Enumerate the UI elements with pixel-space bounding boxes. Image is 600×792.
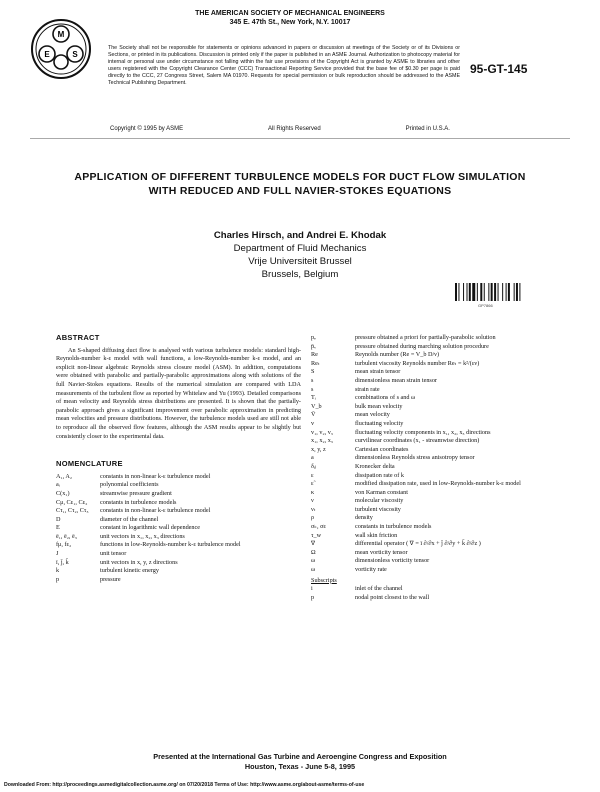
nomenclature-symbol: A₁, A₂ — [56, 472, 73, 480]
barcode-bar — [508, 283, 510, 301]
nomenclature-definition: fluctuating velocity — [355, 419, 404, 427]
nomenclature-definition: unit vectors in x₁, x₂, x₃ directions — [100, 532, 185, 540]
author-university: Vrije Universiteit Brussel — [248, 256, 352, 267]
nomenclature-definition: pressure obtained during marching solution procedure — [355, 342, 489, 350]
nomenclature-symbol: V_b — [311, 402, 322, 410]
nomenclature-definition: fluctuating velocity components in x₁, x₂, x₃ directions — [355, 428, 491, 436]
nomenclature-definition: vorticity rate — [355, 566, 387, 574]
nomenclature-definition: inlet of the channel — [355, 585, 403, 593]
nomenclature-symbol: E — [56, 524, 60, 532]
nomenclature-symbol: τ_w — [311, 531, 322, 539]
nomenclature-row — [311, 532, 561, 541]
nomenclature-symbol: Cμ, Cε₁, Cε₂ — [56, 498, 88, 506]
nomenclature-list-left — [56, 473, 301, 585]
presented-at: Presented at the International Gas Turbine and Aeroengine Congress and Exposition — [153, 752, 447, 761]
nomenclature-symbol: S — [311, 368, 315, 376]
nomenclature-row — [311, 497, 561, 506]
nomenclature-row — [56, 559, 301, 568]
nomenclature-row — [56, 490, 301, 499]
nomenclature-definition: differential operator ( ∇ = ī ∂/∂x + j̄ ∂/∂y + k̄ ∂/∂z ) — [355, 540, 481, 548]
paper-number: 95-GT-145 — [470, 62, 528, 76]
copyright-notice: The Society shall not be responsible for statements or opinions advanced in papers or discussion at meetings of the Society or of its Divisions or Sections, or printed in its publications. Discussion is printed only if the paper is published in an ASME Journal. Authorization to photocopy material for internal or personal use under circumstance not falling within the fair use provisions of the Copyright Act is granted by ASME to libraries and other users registered with the Copyright Clearance Center (CCC) Transactional Reporting Service provided that the base fee of $0.30 per page is paid directly to the CCC, 27 Congress Street, Salem MA 01970. Requests for special permission or bulk reproduction should be addressed to the ASME Technical Publishing Department. — [108, 45, 460, 86]
nomenclature-symbol: C(x₁) — [56, 489, 70, 497]
nomenclature-symbol: v — [311, 419, 315, 427]
abstract-text: An S-shaped diffusing duct flow is analysed with various turbulence models: standard high-Reynolds-number k-ε model with wall functions, a low-Reynolds-number k-ε model, and an explicit non-linear algebraic Reynolds stress closure model (ASM). In addition, computations were obtained with parabolic and partially-parabolic approximations along with solutions of the full Navier-Stokes equations. Results of the numerical simulation are compared with LDA measurements of the turbulent flow as reported by Whitelaw and Yu (1993). Detailed comparisons of mean velocity and Reynolds stress distributions are presented. It is shown that the partially-parabolic approach gives a significant improvement over parabolic approximation in predicting mean velocities and pressure distributions. However, the turbulence models used are still not able to reproduce all the observed flow features, although the ASM results appear to be slightly but consistently closer to the experimental data. — [56, 346, 301, 440]
nomenclature-definition: polynomial coefficients — [100, 481, 159, 489]
nomenclature-row — [56, 481, 301, 490]
nomenclature-definition: unit tensor — [100, 550, 127, 558]
nomenclature-symbol: ε — [311, 471, 314, 479]
barcode-bar — [480, 283, 482, 301]
nomenclature-row — [311, 394, 561, 403]
nomenclature-definition: strain rate — [355, 385, 380, 393]
nomenclature-symbol: v₁, v₂, v₃ — [311, 428, 333, 436]
barcode-bar — [488, 283, 489, 301]
nomenclature-row — [311, 334, 561, 343]
nomenclature-row — [56, 567, 301, 576]
nomenclature-row — [311, 523, 561, 532]
nomenclature-symbol: σₖ, σε — [311, 523, 326, 531]
nomenclature-symbol: p — [311, 593, 315, 601]
paper-title: APPLICATION OF DIFFERENT TURBULENCE MODELS FOR DUCT FLOW SIMULATION WITH REDUCED AND FULL NAVIER-STOKES EQUATIONS — [74, 171, 526, 197]
nomenclature-definition: turbulent viscosity — [355, 505, 401, 513]
nomenclature-symbol: p — [56, 575, 60, 583]
author-city: Brussels, Belgium — [261, 269, 339, 280]
nomenclature-symbol: Tᵢ — [311, 394, 316, 402]
abstract-heading: ABSTRACT — [56, 333, 100, 342]
nomenclature-symbol: ē₁, ē₂, ē₃ — [56, 532, 77, 540]
barcode-icon — [455, 283, 545, 303]
nomenclature-row — [311, 446, 561, 455]
nomenclature-symbol: ∇ — [311, 540, 316, 548]
nomenclature-row — [311, 585, 561, 594]
org-name: THE AMERICAN SOCIETY OF MECHANICAL ENGINEERS — [195, 10, 385, 17]
nomenclature-symbol: i — [311, 585, 313, 593]
nomenclature-row — [56, 516, 301, 525]
nomenclature-symbol: k — [56, 567, 60, 575]
nomenclature-definition: streamwise pressure gradient — [100, 489, 172, 497]
nomenclature-row — [56, 576, 301, 585]
nomenclature-row — [311, 549, 561, 558]
nomenclature-symbol: J — [56, 550, 59, 558]
nomenclature-definition: constants in turbulence models — [355, 523, 432, 531]
nomenclature-row — [311, 437, 561, 446]
nomenclature-definition: bulk mean velocity — [355, 402, 403, 410]
nomenclature-row — [311, 360, 561, 369]
conference-footer — [0, 752, 600, 772]
nomenclature-definition: density — [355, 514, 373, 522]
nomenclature-definition: pressure obtained a priori for partially-parabolic solution — [355, 334, 496, 341]
barcode-bar — [498, 283, 499, 301]
nomenclature-definition: mean strain tensor — [355, 368, 401, 376]
nomenclature-definition: constants in non-linear k-ε turbulence model — [100, 472, 211, 480]
author-department: Department of Fluid Mechanics — [233, 243, 367, 254]
barcode-bar — [458, 283, 459, 301]
barcode-bar — [516, 283, 518, 301]
header-divider — [30, 138, 570, 139]
nomenclature-row — [56, 533, 301, 542]
nomenclature-row — [311, 420, 561, 429]
conference-location: Houston, Texas - June 5-8, 1995 — [244, 762, 356, 771]
nomenclature-symbol: x, y, z — [311, 445, 326, 453]
nomenclature-definition: Reynolds number (Re = V_b D/ν) — [355, 351, 440, 359]
nomenclature-definition: nodal point closest to the wall — [355, 593, 430, 601]
nomenclature-row — [311, 429, 561, 438]
nomenclature-definition: Kronecker delta — [355, 462, 395, 470]
nomenclature-definition: wall skin friction — [355, 531, 398, 539]
nomenclature-row — [311, 566, 561, 575]
nomenclature-symbol: κ — [311, 488, 315, 496]
nomenclature-row — [311, 557, 561, 566]
nomenclature-row — [56, 550, 301, 559]
nomenclature-symbol: s — [311, 385, 314, 393]
barcode-bar — [484, 283, 485, 301]
nomenclature-row — [311, 463, 561, 472]
nomenclature-row — [311, 594, 561, 603]
nomenclature-definition: modified dissipation rate, used in low-Reynolds-number k-ε model — [355, 480, 521, 488]
left-column — [56, 334, 301, 584]
barcode-bar — [514, 283, 515, 301]
nomenclature-symbol: νₜ — [311, 505, 316, 513]
nomenclature-definition: unit vectors in x, y, z directions — [100, 558, 178, 566]
barcode-bar — [477, 283, 478, 301]
nomenclature-symbol: V̄ — [311, 411, 316, 419]
nomenclature-symbol: ρ — [311, 514, 315, 522]
author-names: Charles Hirsch, and Andrei E. Khodak — [213, 230, 387, 241]
nomenclature-symbol: s — [311, 376, 314, 384]
nomenclature-symbol: aᵢ — [56, 481, 60, 489]
nomenclature-row — [56, 507, 301, 516]
nomenclature-row — [56, 473, 301, 482]
barcode-bar — [467, 283, 468, 301]
right-column — [311, 334, 561, 602]
nomenclature-row — [311, 506, 561, 515]
barcode-bar — [519, 283, 520, 301]
nomenclature-definition: mean velocity — [355, 411, 390, 419]
nomenclature-row — [311, 454, 561, 463]
nomenclature-row — [56, 499, 301, 508]
nomenclature-symbol: Reₜ — [311, 359, 320, 367]
download-notice[interactable]: Downloaded From: http://proceedings.asmedigitalcollection.asme.org/ on 07/20/2018 Terms of Use: http://www.asme.org/about-asme/terms-of-use — [4, 782, 365, 788]
nomenclature-symbol: D — [56, 515, 61, 523]
barcode-bar — [472, 283, 475, 301]
org-address: 345 E. 47th St., New York, N.Y. 10017 — [229, 19, 351, 26]
subscripts-list — [311, 585, 561, 602]
barcode-bar — [463, 283, 464, 301]
nomenclature-definition: Cartesian coordinates — [355, 445, 409, 453]
author-block — [160, 229, 440, 281]
printed-text: Printed in U.S.A. — [405, 126, 450, 132]
nomenclature-definition: dimensionless mean strain tensor — [355, 376, 437, 384]
nomenclature-definition: dissipation rate of k — [355, 471, 404, 479]
asme-logo-icon — [30, 18, 92, 80]
barcode-bar — [494, 283, 496, 301]
svg-text:S: S — [72, 50, 78, 59]
copyright-text: Copyright © 1995 by ASME — [110, 126, 184, 132]
nomenclature-symbol: ε̃ — [311, 480, 314, 488]
nomenclature-definition: turbulent viscosity Reynolds number Reₜ = k²/(εν) — [355, 359, 480, 367]
nomenclature-row — [311, 377, 561, 386]
nomenclature-definition: von Karman constant — [355, 488, 408, 496]
nomenclature-row — [311, 489, 561, 498]
barcode-bar — [469, 283, 471, 301]
nomenclature-row — [311, 480, 561, 489]
barcode-bar — [502, 283, 503, 301]
nomenclature-row — [311, 403, 561, 412]
nomenclature-row — [311, 540, 561, 549]
nomenclature-symbol: Re — [311, 351, 318, 359]
nomenclature-definition: diameter of the channel — [100, 515, 159, 523]
nomenclature-definition: combinations of s and ω — [355, 394, 416, 402]
nomenclature-definition: constants in non-linear k-ε turbulence model — [100, 507, 211, 515]
nomenclature-symbol: Cτ₁, Cτ₂, Cτ₃ — [56, 507, 89, 515]
nomenclature-definition: constants in turbulence models — [100, 498, 177, 506]
nomenclature-definition: constant in logarithmic wall dependence — [100, 524, 200, 532]
nomenclature-definition: curvilinear coordinates (x₁ - streamwise direction) — [355, 437, 480, 445]
nomenclature-row — [311, 368, 561, 377]
nomenclature-row — [311, 386, 561, 395]
svg-text:M: M — [57, 30, 65, 39]
org-header — [120, 9, 460, 27]
nomenclature-definition: dimensionless vorticity tensor — [355, 557, 430, 565]
nomenclature-row — [56, 524, 301, 533]
nomenclature-row — [311, 472, 561, 481]
nomenclature-definition: molecular viscosity — [355, 497, 404, 505]
barcode-id: GP7866 — [478, 303, 493, 308]
rights-text: All Rights Reserved — [268, 126, 321, 132]
nomenclature-definition: mean vorticity tensor — [355, 548, 408, 556]
svg-text:E: E — [44, 50, 50, 59]
nomenclature-definition: pressure — [100, 575, 121, 583]
nomenclature-heading: NOMENCLATURE — [56, 459, 123, 469]
copyright-line — [110, 126, 450, 132]
barcode-bar — [506, 283, 507, 301]
nomenclature-row — [311, 351, 561, 360]
nomenclature-row — [311, 343, 561, 352]
barcode-bar — [491, 283, 493, 301]
nomenclature-symbol: p̄ᵥ — [311, 342, 316, 350]
nomenclature-symbol: ω — [311, 566, 316, 574]
nomenclature-row — [311, 514, 561, 523]
nomenclature-symbol: ī, j̄, k̄ — [56, 558, 69, 566]
barcode-bar — [455, 283, 457, 301]
nomenclature-symbol: fμ, fε₂ — [56, 541, 72, 549]
nomenclature-definition: functions in low-Reynolds-number k-ε turbulence model — [100, 541, 241, 549]
nomenclature-symbol: x₁, x₂, x₃ — [311, 437, 333, 445]
nomenclature-symbol: pₑ — [311, 334, 316, 341]
nomenclature-symbol: δᵢⱼ — [311, 462, 317, 470]
nomenclature-symbol: Ω — [311, 548, 316, 556]
subscripts-heading: Subscripts — [311, 576, 337, 584]
nomenclature-symbol: a — [311, 454, 314, 462]
nomenclature-definition: turbulent kinetic energy — [100, 567, 159, 575]
nomenclature-definition: dimensionless Reynolds stress anisotropy tensor — [355, 454, 475, 462]
nomenclature-row — [311, 411, 561, 420]
nomenclature-symbol: ν — [311, 497, 314, 505]
nomenclature-symbol: ω — [311, 557, 316, 565]
nomenclature-row — [56, 541, 301, 550]
abstract-section — [56, 334, 301, 441]
nomenclature-list-right — [311, 334, 561, 575]
